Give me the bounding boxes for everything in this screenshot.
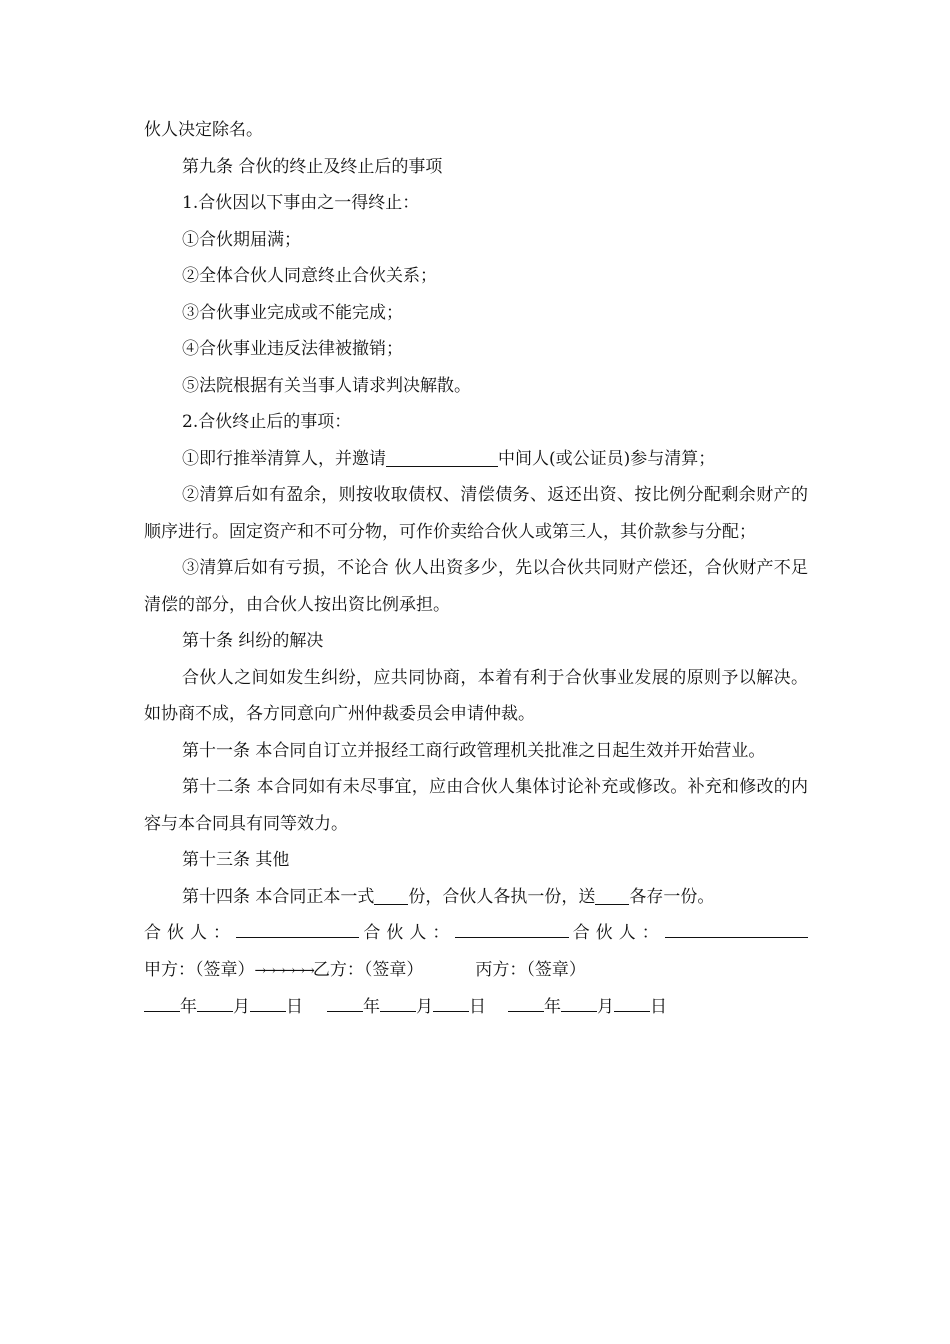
article-9-item-c: ③合伙事业完成或不能完成； xyxy=(182,302,403,323)
year-label: 年 xyxy=(544,997,561,1017)
day-label: 日 xyxy=(650,997,667,1017)
blank-line xyxy=(374,884,408,905)
blank-line xyxy=(665,917,808,938)
month-label: 月 xyxy=(233,997,250,1017)
day-label: 日 xyxy=(469,997,486,1017)
month-label: 月 xyxy=(416,997,433,1017)
blank-line xyxy=(433,991,469,1012)
blank-line xyxy=(380,991,416,1012)
contract-text xyxy=(144,112,808,1026)
arrow-marks: →→→→→→ xyxy=(254,962,313,979)
party-c-seal: 丙方：（签章） xyxy=(475,959,586,980)
blank-line xyxy=(614,991,650,1012)
article-12: 第十二条 本合同如有未尽事宜，应由合伙人集体讨论补充或修改。补充和修改的内容与本合同具有同等效力。 xyxy=(144,777,808,834)
clause-text: ①即行推举清算人，并邀请 xyxy=(182,448,386,469)
blank-line xyxy=(144,991,180,1012)
blank-line xyxy=(561,991,597,1012)
blank-line xyxy=(595,884,629,905)
article-10-title: 第十条 纠纷的解决 xyxy=(182,631,324,651)
article-9-clause-2: 2.合伙终止后的事项： xyxy=(182,412,352,432)
blank-line xyxy=(197,991,233,1012)
partner-label: 合伙人： xyxy=(144,923,236,943)
article-9-clause-2-item-c: ③清算后如有亏损，不论合 伙人出资多少，先以合伙共同财产偿还，合伙财产不足清偿的部分，由合伙人按出资比例承担。 xyxy=(144,558,808,615)
blank-line xyxy=(250,991,286,1012)
blank-line xyxy=(327,991,363,1012)
month-label: 月 xyxy=(597,997,614,1017)
paragraph-tail: 伙人决定除名。 xyxy=(144,120,263,140)
article-13: 第十三条 其他 xyxy=(182,850,290,870)
partner-signature-row xyxy=(144,915,808,952)
year-label: 年 xyxy=(363,997,380,1017)
day-label: 日 xyxy=(286,997,303,1017)
article-9-clause-1: 1.合伙因以下事由之一得终止： xyxy=(182,193,420,213)
article-9-item-e: ⑤法院根据有关当事人请求判决解散。 xyxy=(182,375,471,396)
clause-text: 中间人(或公证员)参与清算； xyxy=(498,448,716,469)
party-b-seal: 乙方：（签章） xyxy=(312,959,424,980)
clause-text: 第十四条 本合同正本一式 xyxy=(182,886,375,907)
article-9-item-a: ①合伙期届满； xyxy=(182,229,301,250)
date-row xyxy=(144,989,808,1026)
article-10-body: 合伙人之间如发生纠纷，应共同协商，本着有利于合伙事业发展的原则予以解决。如协商不成，各方同意向广州仲裁委员会申请仲裁。 xyxy=(144,667,808,724)
article-11: 第十一条 本合同自订立并报经工商行政管理机关批准之日起生效并开始营业。 xyxy=(182,740,766,761)
party-seal-row xyxy=(144,952,808,990)
blank-line xyxy=(236,917,359,938)
article-9-item-b: ②全体合伙人同意终止合伙关系； xyxy=(182,266,437,286)
article-9-clause-2-item-a xyxy=(144,441,808,478)
article-9-item-d: ④合伙事业违反法律被撤销； xyxy=(182,339,403,359)
article-14 xyxy=(144,879,808,916)
year-label: 年 xyxy=(180,997,197,1017)
clause-text: 各存一份。 xyxy=(629,886,715,907)
article-9-clause-2-item-b: ②清算后如有盈余，则按收取债权、清偿债务、返还出资、按比例分配剩余财产的顺序进行。固定资产和不可分物，可作价卖给合伙人或第三人，其价款参与分配； xyxy=(144,485,808,542)
blank-line xyxy=(455,917,568,938)
party-a-seal: 甲方：（签章） xyxy=(144,959,255,980)
blank-line xyxy=(508,991,544,1012)
partner-label: 合伙人： xyxy=(363,923,456,943)
article-9-title: 第九条 合伙的终止及终止后的事项 xyxy=(182,156,443,177)
clause-text: 份，合伙人各执一份，送 xyxy=(408,886,596,907)
partner-label: 合伙人： xyxy=(572,923,665,943)
blank-line xyxy=(386,446,498,467)
